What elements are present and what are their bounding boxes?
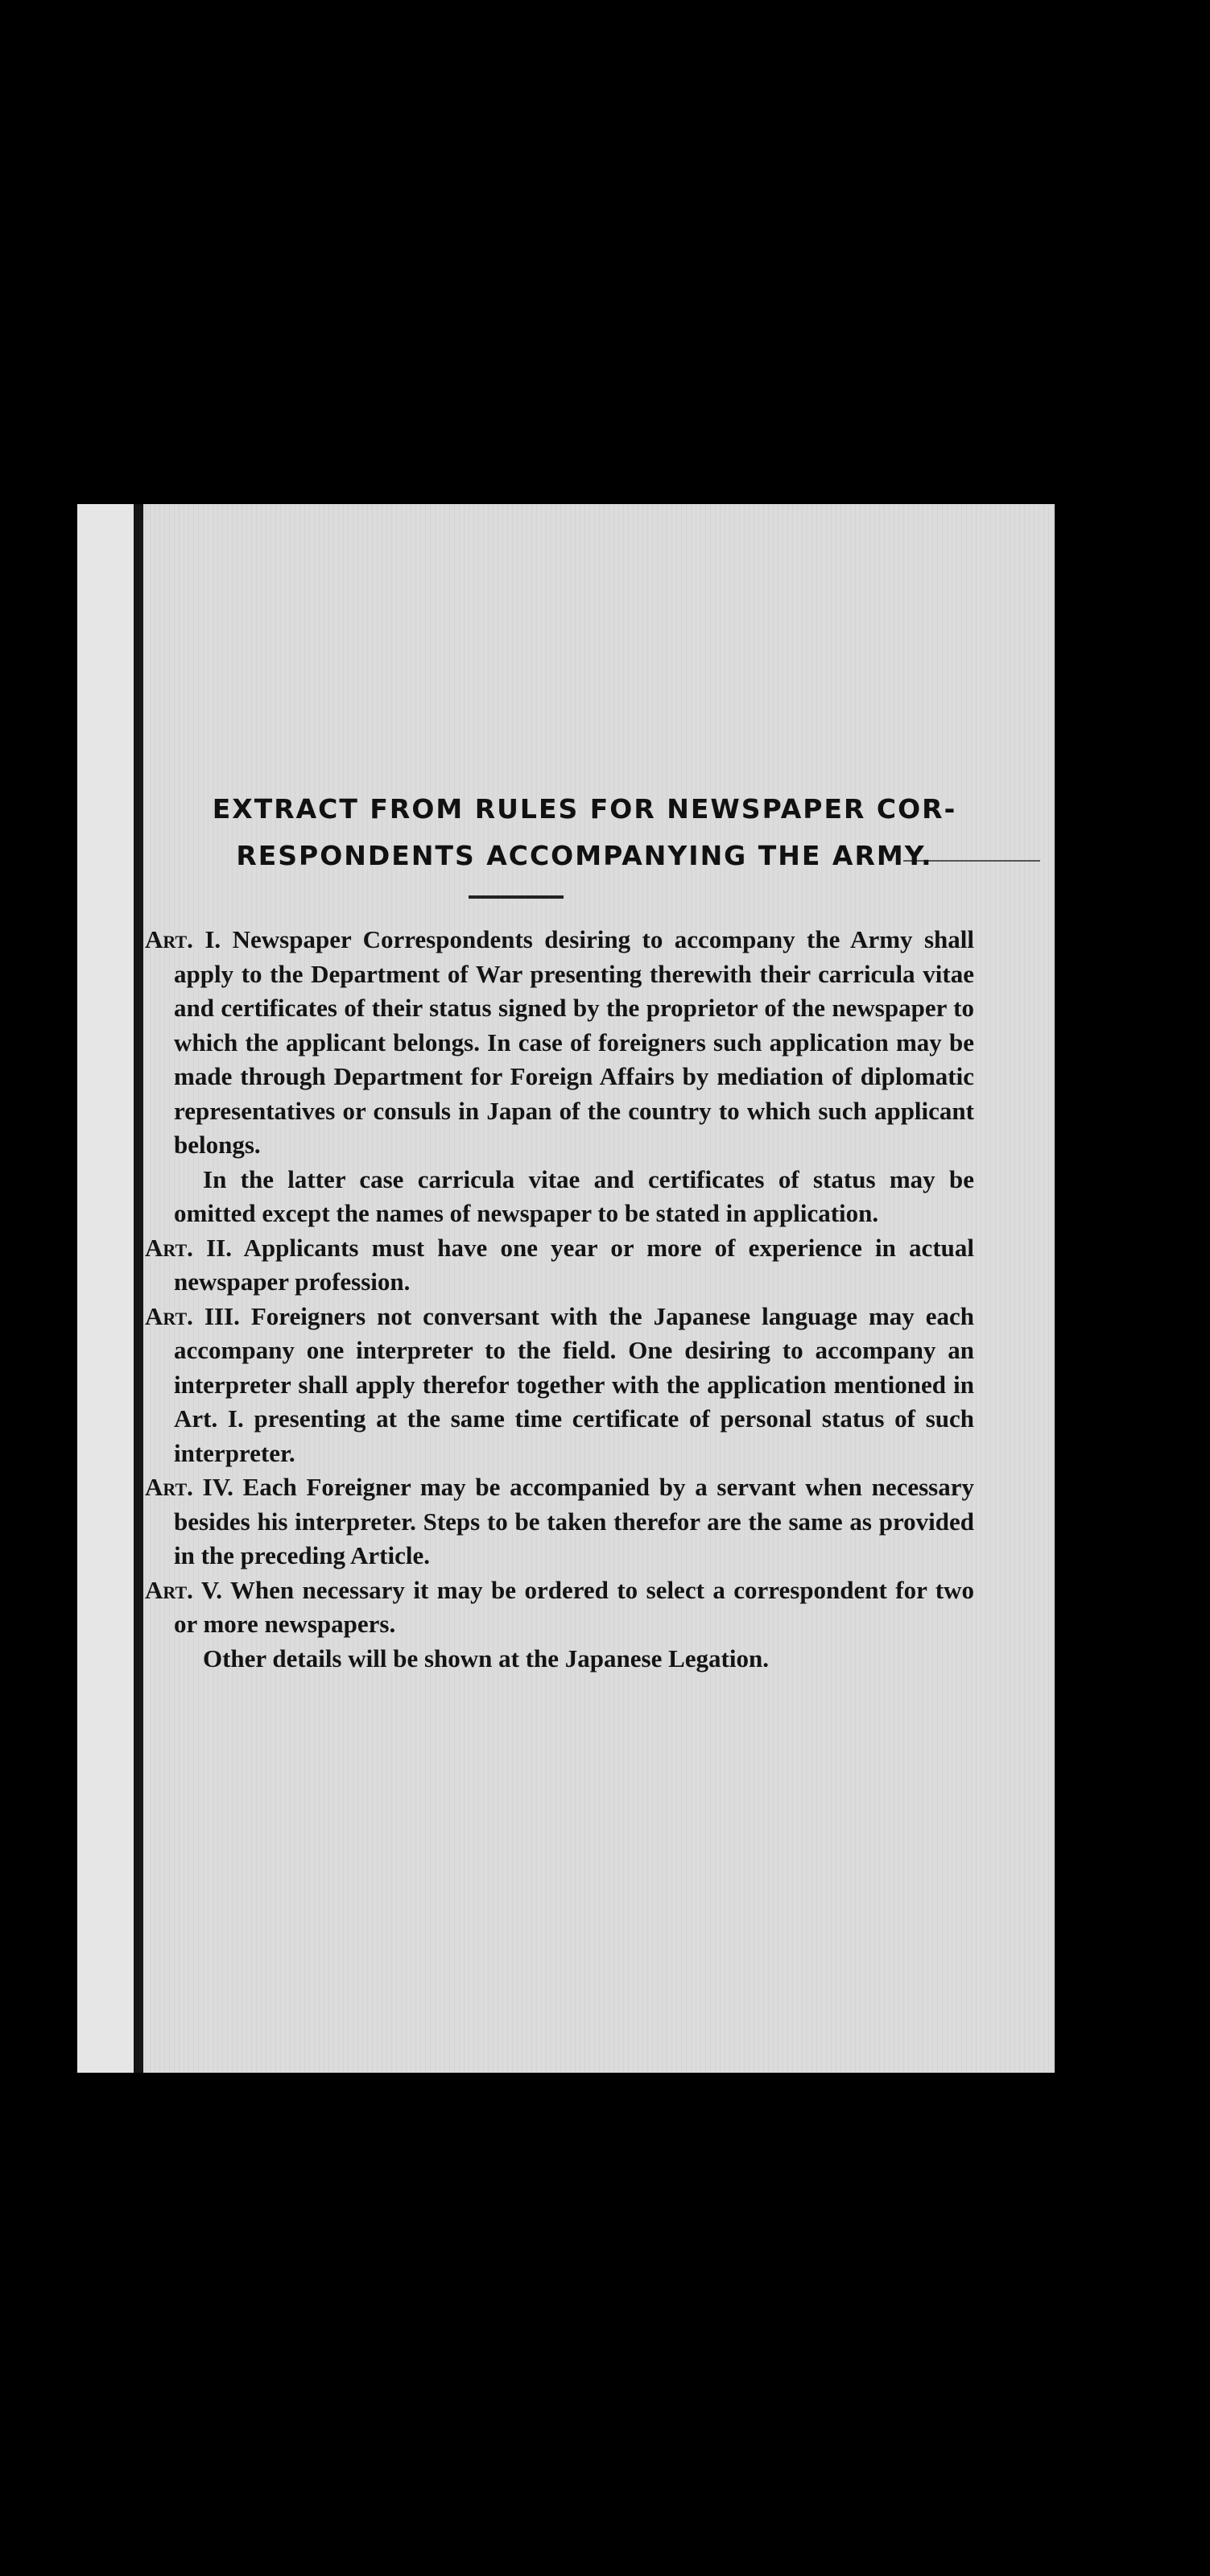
article-text: Foreigners not conversant with the Japanese language may each accompany one interpreter to the field. One desiring to accompany an interpreter shall apply therefor together with the application mentioned in Art. I. presenting at the same time certificate of personal status of such interpreter. — [174, 1301, 974, 1467]
article-3 — [145, 1300, 974, 1471]
article-label: Art. III. — [145, 1301, 240, 1330]
article-text: Each Foreigner may be accompanied by a servant when necessary besides his interpreter. Steps to be taken therefor are the same as provided in the preceding Article. — [174, 1473, 974, 1569]
binding-strip — [134, 504, 143, 2073]
article-label: Art. I. — [145, 925, 221, 953]
heading-line-1: EXTRACT FROM RULES FOR NEWSPAPER COR- — [212, 793, 957, 825]
article-5 — [145, 1573, 974, 1642]
paragraph-text: In the latter case carricula vitae and certificates of status may be omitted except the names of newspaper to be stated in application. — [174, 1164, 974, 1227]
article-label: Art. V. — [145, 1575, 222, 1604]
paragraph-text: Other details will be shown at the Japanese Legation. — [203, 1644, 769, 1673]
article-1-continuation — [145, 1163, 974, 1231]
article-2 — [145, 1231, 974, 1300]
heading-line-2: RESPONDENTS ACCOMPANYING THE ARMY. — [236, 840, 933, 871]
document-heading — [166, 786, 1003, 879]
article-label: Art. IV. — [145, 1473, 233, 1501]
article-1 — [145, 923, 974, 1163]
article-text: Newspaper Correspondents desiring to accompany the Army shall apply to the Department of War presenting therewith their carricula vitae and certificates of their status signed by the proprietor of the newspaper to which the applicant belongs. In case of foreigners such application may be made through Department for Foreign Affairs by mediation of diplomatic representatives or consuls in Japan of the country to which such applicant belongs. — [174, 925, 974, 1159]
document-page — [77, 504, 1055, 2073]
article-text: Applicants must have one year or more of experience in actual newspaper profession. — [174, 1233, 974, 1296]
rules-body — [145, 923, 974, 1676]
article-4 — [145, 1470, 974, 1573]
page-margin — [77, 504, 134, 2073]
closing-note — [145, 1642, 974, 1677]
heading-divider — [469, 895, 564, 899]
article-text: When necessary it may be ordered to select a correspondent for two or more newspapers. — [174, 1575, 974, 1638]
article-label: Art. II. — [145, 1233, 232, 1262]
